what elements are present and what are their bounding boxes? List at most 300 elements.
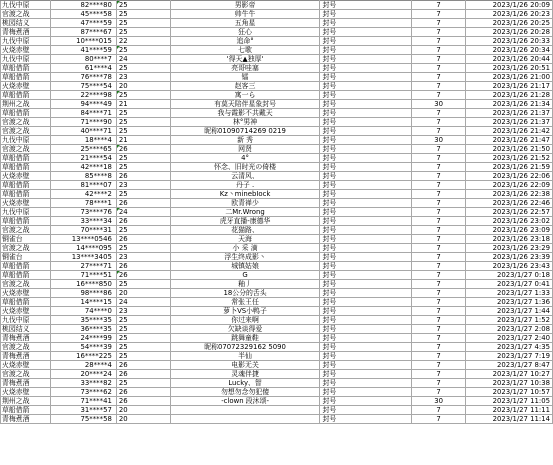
player-name-cell: 4° <box>170 154 320 163</box>
account-cell: 73****76 <box>50 208 116 217</box>
table-row <box>1 145 553 154</box>
table-row <box>1 199 553 208</box>
account-cell: 35****35 <box>50 316 116 325</box>
action-cell: 封号 <box>320 172 412 181</box>
account-cell: 75****54 <box>50 82 116 91</box>
action-cell: 封号 <box>320 73 412 82</box>
duration-cell: 7 <box>412 343 466 352</box>
account-cell: 76****78 <box>50 73 116 82</box>
action-cell: 封号 <box>320 100 412 109</box>
level-cell: 20 <box>116 289 170 298</box>
server-cell: 火烧赤壁 <box>1 307 51 316</box>
account-cell: 81****07 <box>50 181 116 190</box>
player-name-cell: 林°男神 <box>170 118 320 127</box>
level-cell: 25 <box>116 10 170 19</box>
level-cell: 25 <box>116 280 170 289</box>
table-row <box>1 46 553 55</box>
action-cell: 封号 <box>320 280 412 289</box>
duration-cell: 7 <box>412 172 466 181</box>
account-cell: 33****82 <box>50 379 116 388</box>
level-cell: 25 <box>116 379 170 388</box>
timestamp-cell: 2023/1/27 11:11 <box>466 406 553 415</box>
account-cell: 85****8 <box>50 172 116 181</box>
server-cell: 草船借箭 <box>1 64 51 73</box>
timestamp-cell: 2023/1/26 21:00 <box>466 73 553 82</box>
timestamp-cell: 2023/1/27 2:40 <box>466 334 553 343</box>
timestamp-cell: 2023/1/26 20:44 <box>466 55 553 64</box>
level-cell: 21 <box>116 100 170 109</box>
table-row <box>1 361 553 370</box>
table-row <box>1 217 553 226</box>
duration-cell: 7 <box>412 154 466 163</box>
duration-cell: 7 <box>412 91 466 100</box>
action-cell: 封号 <box>320 397 412 406</box>
account-cell: 54****39 <box>50 343 116 352</box>
account-cell: 47****59 <box>50 19 116 28</box>
level-cell: 25 <box>116 352 170 361</box>
player-name-cell: 电影无关 <box>170 361 320 370</box>
level-cell: 20 <box>116 415 170 424</box>
level-cell: 25 <box>116 1 170 10</box>
table-row <box>1 28 553 37</box>
server-cell: 青梅煮酒 <box>1 379 51 388</box>
server-cell: 草船借箭 <box>1 190 51 199</box>
timestamp-cell: 2023/1/26 20:28 <box>466 28 553 37</box>
player-name-cell: 追命° <box>170 37 320 46</box>
account-cell: 16****850 <box>50 280 116 289</box>
account-cell: 84****71 <box>50 109 116 118</box>
level-cell: 22 <box>116 37 170 46</box>
action-cell: 封号 <box>320 370 412 379</box>
table-row <box>1 82 553 91</box>
account-cell: 16****225 <box>50 352 116 361</box>
timestamp-cell: 2023/1/26 22:57 <box>466 208 553 217</box>
timestamp-cell: 2023/1/26 23:18 <box>466 235 553 244</box>
duration-cell: 7 <box>412 217 466 226</box>
duration-cell: 7 <box>412 190 466 199</box>
duration-cell: 7 <box>412 334 466 343</box>
action-cell: 封号 <box>320 208 412 217</box>
level-cell: 25 <box>116 91 170 100</box>
level-cell: 23 <box>116 181 170 190</box>
account-cell: 74****0 <box>50 307 116 316</box>
duration-cell: 7 <box>412 379 466 388</box>
server-cell: 九伐中原 <box>1 55 51 64</box>
duration-cell: 7 <box>412 253 466 262</box>
action-cell: 封号 <box>320 352 412 361</box>
player-name-cell: 18公分的舌头 <box>170 289 320 298</box>
table-row <box>1 235 553 244</box>
duration-cell: 7 <box>412 163 466 172</box>
action-cell: 封号 <box>320 82 412 91</box>
action-cell: 封号 <box>320 46 412 55</box>
server-cell: 草船借箭 <box>1 271 51 280</box>
player-name-cell: 虎牙直播-康德华 <box>170 217 320 226</box>
account-cell: 27****71 <box>50 262 116 271</box>
account-cell: 80****7 <box>50 55 116 64</box>
duration-cell: 7 <box>412 127 466 136</box>
level-cell: 23 <box>116 307 170 316</box>
server-cell: 火烧赤壁 <box>1 46 51 55</box>
duration-cell: 7 <box>412 271 466 280</box>
table-row <box>1 163 553 172</box>
level-cell: 26 <box>116 271 170 280</box>
player-name-cell: 寓一ら <box>170 91 320 100</box>
table-row <box>1 280 553 289</box>
duration-cell: 7 <box>412 118 466 127</box>
table-row <box>1 154 553 163</box>
player-name-cell: 半仙 <box>170 352 320 361</box>
level-cell: 26 <box>116 262 170 271</box>
account-cell: 78****1 <box>50 199 116 208</box>
timestamp-cell: 2023/1/27 1:33 <box>466 289 553 298</box>
server-cell: 官渡之战 <box>1 226 51 235</box>
table-row <box>1 136 553 145</box>
player-name-cell: 灵魂伴捷 <box>170 370 320 379</box>
action-cell: 封号 <box>320 55 412 64</box>
duration-cell: 7 <box>412 28 466 37</box>
table-row <box>1 271 553 280</box>
table-row <box>1 415 553 424</box>
player-name-cell: 五角星 <box>170 19 320 28</box>
action-cell: 封号 <box>320 388 412 397</box>
account-cell: 87****67 <box>50 28 116 37</box>
timestamp-cell: 2023/1/26 21:28 <box>466 91 553 100</box>
account-cell: 14****15 <box>50 298 116 307</box>
action-cell: 封号 <box>320 343 412 352</box>
server-cell: 草船借箭 <box>1 298 51 307</box>
server-cell: 九伐中原 <box>1 208 51 217</box>
account-cell: 94****49 <box>50 100 116 109</box>
timestamp-cell: 2023/1/26 23:39 <box>466 253 553 262</box>
server-cell: 官渡之战 <box>1 145 51 154</box>
player-name-cell: 浮生终成影丶 <box>170 253 320 262</box>
table-row <box>1 91 553 100</box>
table-row <box>1 397 553 406</box>
table-row <box>1 10 553 19</box>
duration-cell: 7 <box>412 361 466 370</box>
player-name-cell: 勿想勿念勿犯傻 <box>170 388 320 397</box>
account-cell: 13****0546 <box>50 235 116 244</box>
action-cell: 封号 <box>320 415 412 424</box>
level-cell: 24 <box>116 208 170 217</box>
duration-cell: 7 <box>412 307 466 316</box>
level-cell: 26 <box>116 217 170 226</box>
timestamp-cell: 2023/1/26 21:37 <box>466 118 553 127</box>
account-cell: 13****3405 <box>50 253 116 262</box>
player-name-cell: 跳舞童鞋 <box>170 334 320 343</box>
action-cell: 封号 <box>320 109 412 118</box>
player-name-cell: Lucky、智 <box>170 379 320 388</box>
timestamp-cell: 2023/1/26 22:38 <box>466 190 553 199</box>
action-cell: 封号 <box>320 235 412 244</box>
action-cell: 封号 <box>320 361 412 370</box>
account-cell: 31****57 <box>50 406 116 415</box>
table-row <box>1 181 553 190</box>
server-cell: 火烧赤壁 <box>1 199 51 208</box>
action-cell: 封号 <box>320 334 412 343</box>
account-cell: 14****095 <box>50 244 116 253</box>
timestamp-cell: 2023/1/26 23:29 <box>466 244 553 253</box>
action-cell: 封号 <box>320 118 412 127</box>
player-name-cell: '得天▲独厚' <box>170 55 320 64</box>
level-cell: 25 <box>116 127 170 136</box>
server-cell: 官渡之战 <box>1 127 51 136</box>
level-cell: 25 <box>116 226 170 235</box>
account-cell: 41****59 <box>50 46 116 55</box>
table-row <box>1 55 553 64</box>
duration-cell: 7 <box>412 406 466 415</box>
duration-cell: 7 <box>412 199 466 208</box>
player-name-cell: -clown 段沐颂- <box>170 397 320 406</box>
level-cell: 26 <box>116 145 170 154</box>
timestamp-cell: 2023/1/26 20:23 <box>466 10 553 19</box>
server-cell: 火烧赤壁 <box>1 289 51 298</box>
server-cell: 九伐中原 <box>1 136 51 145</box>
server-cell: 铜雀台 <box>1 235 51 244</box>
server-cell: 草船借箭 <box>1 217 51 226</box>
duration-cell: 7 <box>412 235 466 244</box>
account-cell: 45****58 <box>50 10 116 19</box>
timestamp-cell: 2023/1/26 21:37 <box>466 109 553 118</box>
duration-cell: 7 <box>412 55 466 64</box>
player-name-cell: 花猫路、 <box>170 226 320 235</box>
level-cell: 25 <box>116 163 170 172</box>
table-row <box>1 226 553 235</box>
duration-cell: 7 <box>412 415 466 424</box>
timestamp-cell: 2023/1/26 21:47 <box>466 136 553 145</box>
server-cell: 草船借箭 <box>1 154 51 163</box>
action-cell: 封号 <box>320 127 412 136</box>
action-cell: 封号 <box>320 190 412 199</box>
player-name-cell: 赵客三 <box>170 82 320 91</box>
player-name-cell: 丹子 . <box>170 181 320 190</box>
level-cell: 25 <box>116 64 170 73</box>
server-cell: 荆州之战 <box>1 100 51 109</box>
level-cell: 21 <box>116 136 170 145</box>
player-name-cell: 城镇姑娘 <box>170 262 320 271</box>
server-cell: 桃园结义 <box>1 19 51 28</box>
table-row <box>1 334 553 343</box>
duration-cell: 7 <box>412 82 466 91</box>
player-name-cell: G <box>170 271 320 280</box>
timestamp-cell: 2023/1/26 20:25 <box>466 19 553 28</box>
account-cell: 71****90 <box>50 118 116 127</box>
duration-cell: 7 <box>412 19 466 28</box>
account-cell: 36****35 <box>50 325 116 334</box>
timestamp-cell: 2023/1/27 11:14 <box>466 415 553 424</box>
level-cell: 25 <box>116 28 170 37</box>
duration-cell: 30 <box>412 397 466 406</box>
table-row <box>1 190 553 199</box>
level-cell: 20 <box>116 406 170 415</box>
timestamp-cell: 2023/1/27 10:57 <box>466 388 553 397</box>
duration-cell: 7 <box>412 262 466 271</box>
player-name-cell: 昵称01090714269 0219 <box>170 127 320 136</box>
timestamp-cell: 2023/1/27 11:05 <box>466 397 553 406</box>
level-cell: 25 <box>116 109 170 118</box>
timestamp-cell: 2023/1/27 10:38 <box>466 379 553 388</box>
duration-cell: 7 <box>412 46 466 55</box>
timestamp-cell: 2023/1/27 10:27 <box>466 370 553 379</box>
action-cell: 封号 <box>320 289 412 298</box>
duration-cell: 7 <box>412 208 466 217</box>
server-cell: 官渡之战 <box>1 118 51 127</box>
account-cell: 21****54 <box>50 154 116 163</box>
timestamp-cell: 2023/1/27 0:18 <box>466 271 553 280</box>
account-cell: 73****62 <box>50 388 116 397</box>
duration-cell: 7 <box>412 64 466 73</box>
account-cell: 18****4 <box>50 136 116 145</box>
action-cell: 封号 <box>320 199 412 208</box>
server-cell: 青梅煮酒 <box>1 28 51 37</box>
level-cell: 26 <box>116 199 170 208</box>
duration-cell: 7 <box>412 73 466 82</box>
level-cell: 23 <box>116 253 170 262</box>
action-cell: 封号 <box>320 37 412 46</box>
timestamp-cell: 2023/1/26 20:51 <box>466 64 553 73</box>
table-row <box>1 64 553 73</box>
timestamp-cell: 2023/1/27 8:47 <box>466 361 553 370</box>
action-cell: 封号 <box>320 406 412 415</box>
timestamp-cell: 2023/1/27 0:41 <box>466 280 553 289</box>
player-name-cell: 亮哥哇塞 <box>170 64 320 73</box>
player-name-cell: 网贤 <box>170 145 320 154</box>
level-cell: 24 <box>116 298 170 307</box>
table-row <box>1 388 553 397</box>
table-row <box>1 325 553 334</box>
level-cell: 25 <box>116 19 170 28</box>
server-cell: 官渡之战 <box>1 370 51 379</box>
level-cell: 26 <box>116 361 170 370</box>
timestamp-cell: 2023/1/26 21:52 <box>466 154 553 163</box>
table-row <box>1 73 553 82</box>
duration-cell: 7 <box>412 226 466 235</box>
table-row <box>1 379 553 388</box>
account-cell: 10****015 <box>50 37 116 46</box>
server-cell: 草船借箭 <box>1 109 51 118</box>
timestamp-cell: 2023/1/26 23:09 <box>466 226 553 235</box>
table-row <box>1 19 553 28</box>
duration-cell: 7 <box>412 289 466 298</box>
table-row <box>1 343 553 352</box>
table-row <box>1 316 553 325</box>
server-cell: 青梅煮酒 <box>1 415 51 424</box>
level-cell: 24 <box>116 55 170 64</box>
server-cell: 草船借箭 <box>1 91 51 100</box>
action-cell: 封号 <box>320 181 412 190</box>
table-row <box>1 100 553 109</box>
table-row <box>1 307 553 316</box>
duration-cell: 7 <box>412 181 466 190</box>
player-name-cell <box>170 415 320 424</box>
level-cell: 26 <box>116 388 170 397</box>
timestamp-cell: 2023/1/26 21:59 <box>466 163 553 172</box>
account-cell: 42****18 <box>50 163 116 172</box>
server-cell: 草船借箭 <box>1 262 51 271</box>
level-cell: 25 <box>116 118 170 127</box>
level-cell: 20 <box>116 82 170 91</box>
timestamp-cell: 2023/1/26 22:46 <box>466 199 553 208</box>
player-name-cell: 狂心 <box>170 28 320 37</box>
timestamp-cell: 2023/1/26 20:33 <box>466 37 553 46</box>
table-row <box>1 37 553 46</box>
account-cell: 22****98 <box>50 91 116 100</box>
server-cell: 火烧赤壁 <box>1 82 51 91</box>
server-cell: 桃园结义 <box>1 325 51 334</box>
server-cell: 铜雀台 <box>1 253 51 262</box>
table-row <box>1 1 553 10</box>
level-cell: 25 <box>116 190 170 199</box>
player-name-cell: 男影帝 <box>170 1 320 10</box>
account-cell: 24****99 <box>50 334 116 343</box>
timestamp-cell: 2023/1/26 20:34 <box>466 46 553 55</box>
server-cell: 荆州之战 <box>1 397 51 406</box>
player-name-cell: 天海 <box>170 235 320 244</box>
duration-cell: 7 <box>412 388 466 397</box>
player-name-cell: 怀念、旧时光の倚楼 <box>170 163 320 172</box>
player-name-cell: 有莫天陪伴星象封号 <box>170 100 320 109</box>
action-cell: 封号 <box>320 316 412 325</box>
table-row <box>1 289 553 298</box>
timestamp-cell: 2023/1/27 7:19 <box>466 352 553 361</box>
timestamp-cell: 2023/1/27 1:36 <box>466 298 553 307</box>
timestamp-cell: 2023/1/27 1:52 <box>466 316 553 325</box>
account-cell: 71****41 <box>50 397 116 406</box>
account-cell: 98****86 <box>50 289 116 298</box>
duration-cell: 30 <box>412 100 466 109</box>
table-row <box>1 118 553 127</box>
action-cell: 封号 <box>320 163 412 172</box>
table-row <box>1 262 553 271</box>
timestamp-cell: 2023/1/26 23:43 <box>466 262 553 271</box>
timestamp-cell: 2023/1/26 20:09 <box>466 1 553 10</box>
player-name-cell: 昵称07072329162 5090 <box>170 343 320 352</box>
table-row <box>1 370 553 379</box>
account-cell: 28****4 <box>50 361 116 370</box>
table-row <box>1 352 553 361</box>
action-cell: 封号 <box>320 1 412 10</box>
level-cell: 26 <box>116 370 170 379</box>
account-cell: 20****24 <box>50 370 116 379</box>
duration-cell: 7 <box>412 316 466 325</box>
timestamp-cell: 2023/1/27 1:44 <box>466 307 553 316</box>
player-name-cell: 我与霞影不共戴天 <box>170 109 320 118</box>
account-cell: 70****31 <box>50 226 116 235</box>
player-name-cell: 常张王任 <box>170 298 320 307</box>
duration-cell: 7 <box>412 1 466 10</box>
duration-cell: 7 <box>412 325 466 334</box>
action-cell: 封号 <box>320 298 412 307</box>
action-cell: 封号 <box>320 262 412 271</box>
table-row <box>1 298 553 307</box>
account-cell: 75****58 <box>50 415 116 424</box>
table-row <box>1 172 553 181</box>
player-name-cell: 欠缺谈得爱 <box>170 325 320 334</box>
table-row <box>1 253 553 262</box>
level-cell: 26 <box>116 172 170 181</box>
server-cell: 火烧赤壁 <box>1 388 51 397</box>
server-cell: 青梅煮酒 <box>1 352 51 361</box>
duration-cell: 7 <box>412 145 466 154</box>
action-cell: 封号 <box>320 217 412 226</box>
account-cell: 25****65 <box>50 145 116 154</box>
level-cell: 25 <box>116 46 170 55</box>
duration-cell: 7 <box>412 370 466 379</box>
account-cell: 71****51 <box>50 271 116 280</box>
player-name-cell <box>170 406 320 415</box>
action-cell: 封号 <box>320 244 412 253</box>
